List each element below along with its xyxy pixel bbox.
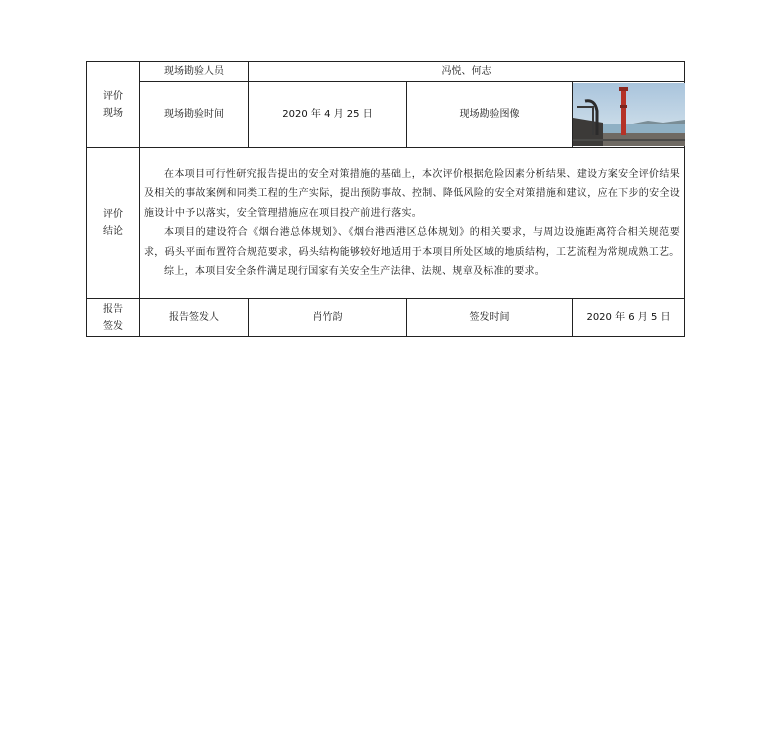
conclusion-line2: 结论 (103, 226, 123, 237)
survey-photo-image (573, 83, 685, 146)
eval-site-header (87, 62, 140, 148)
survey-time-row (87, 82, 685, 148)
eval-site-line1: 评价 (103, 90, 123, 102)
conclusion-text (140, 148, 685, 299)
eval-site-line2: 现场 (103, 107, 123, 119)
surveyors-label: 现场勘验人员 (140, 62, 249, 82)
surveyors-value: 冯悦、何志 (249, 62, 685, 82)
conclusion-row (87, 148, 685, 299)
issuer-label: 报告签发人 (140, 299, 249, 337)
issue-date-value: 2020 年 6 月 5 日 (573, 299, 685, 337)
conclusion-paragraph-3: 综上，本项目安全条件满足现行国家有关安全生产法律、法规、规章及标准的要求。 (164, 266, 546, 277)
conclusion-line1: 评价 (103, 209, 123, 220)
issue-row (87, 299, 685, 337)
issue-header (87, 299, 140, 337)
issue-date-label: 签发时间 (407, 299, 573, 337)
issue-line2: 签发 (103, 320, 123, 332)
surveyors-row (87, 62, 685, 82)
survey-time-value: 2020 年 4 月 25 日 (249, 82, 407, 148)
survey-photo (573, 82, 685, 148)
conclusion-paragraph-1: 在本项目可行性研究报告提出的安全对策措施的基础上，本次评价根据危险因素分析结果、建设方案安全评价结果及相关的事故案例和同类工程的生产实际，提出预防事故、控制、降低风险的安全对策措施和建议，应在下步的安全设施设计中予以落实，安全管理措施应在项目投产前进行落实。 (144, 168, 680, 219)
evaluation-summary-table (86, 61, 685, 337)
survey-time-label: 现场勘验时间 (140, 82, 249, 148)
issue-line1: 报告 (103, 303, 123, 315)
conclusion-header (87, 148, 140, 299)
issuer-value: 肖竹韵 (249, 299, 407, 337)
survey-image-label: 现场勘验图像 (407, 82, 573, 148)
conclusion-paragraph-2: 本项目的建设符合《烟台港总体规划》、《烟台港西港区总体规划》的相关要求，与周边设施距离符合相关规范要求，码头平面布置符合规范要求，码头结构能够较好地适用于本项目所处区域的地质结构，工艺流程为常规成熟工艺。 (144, 227, 680, 258)
